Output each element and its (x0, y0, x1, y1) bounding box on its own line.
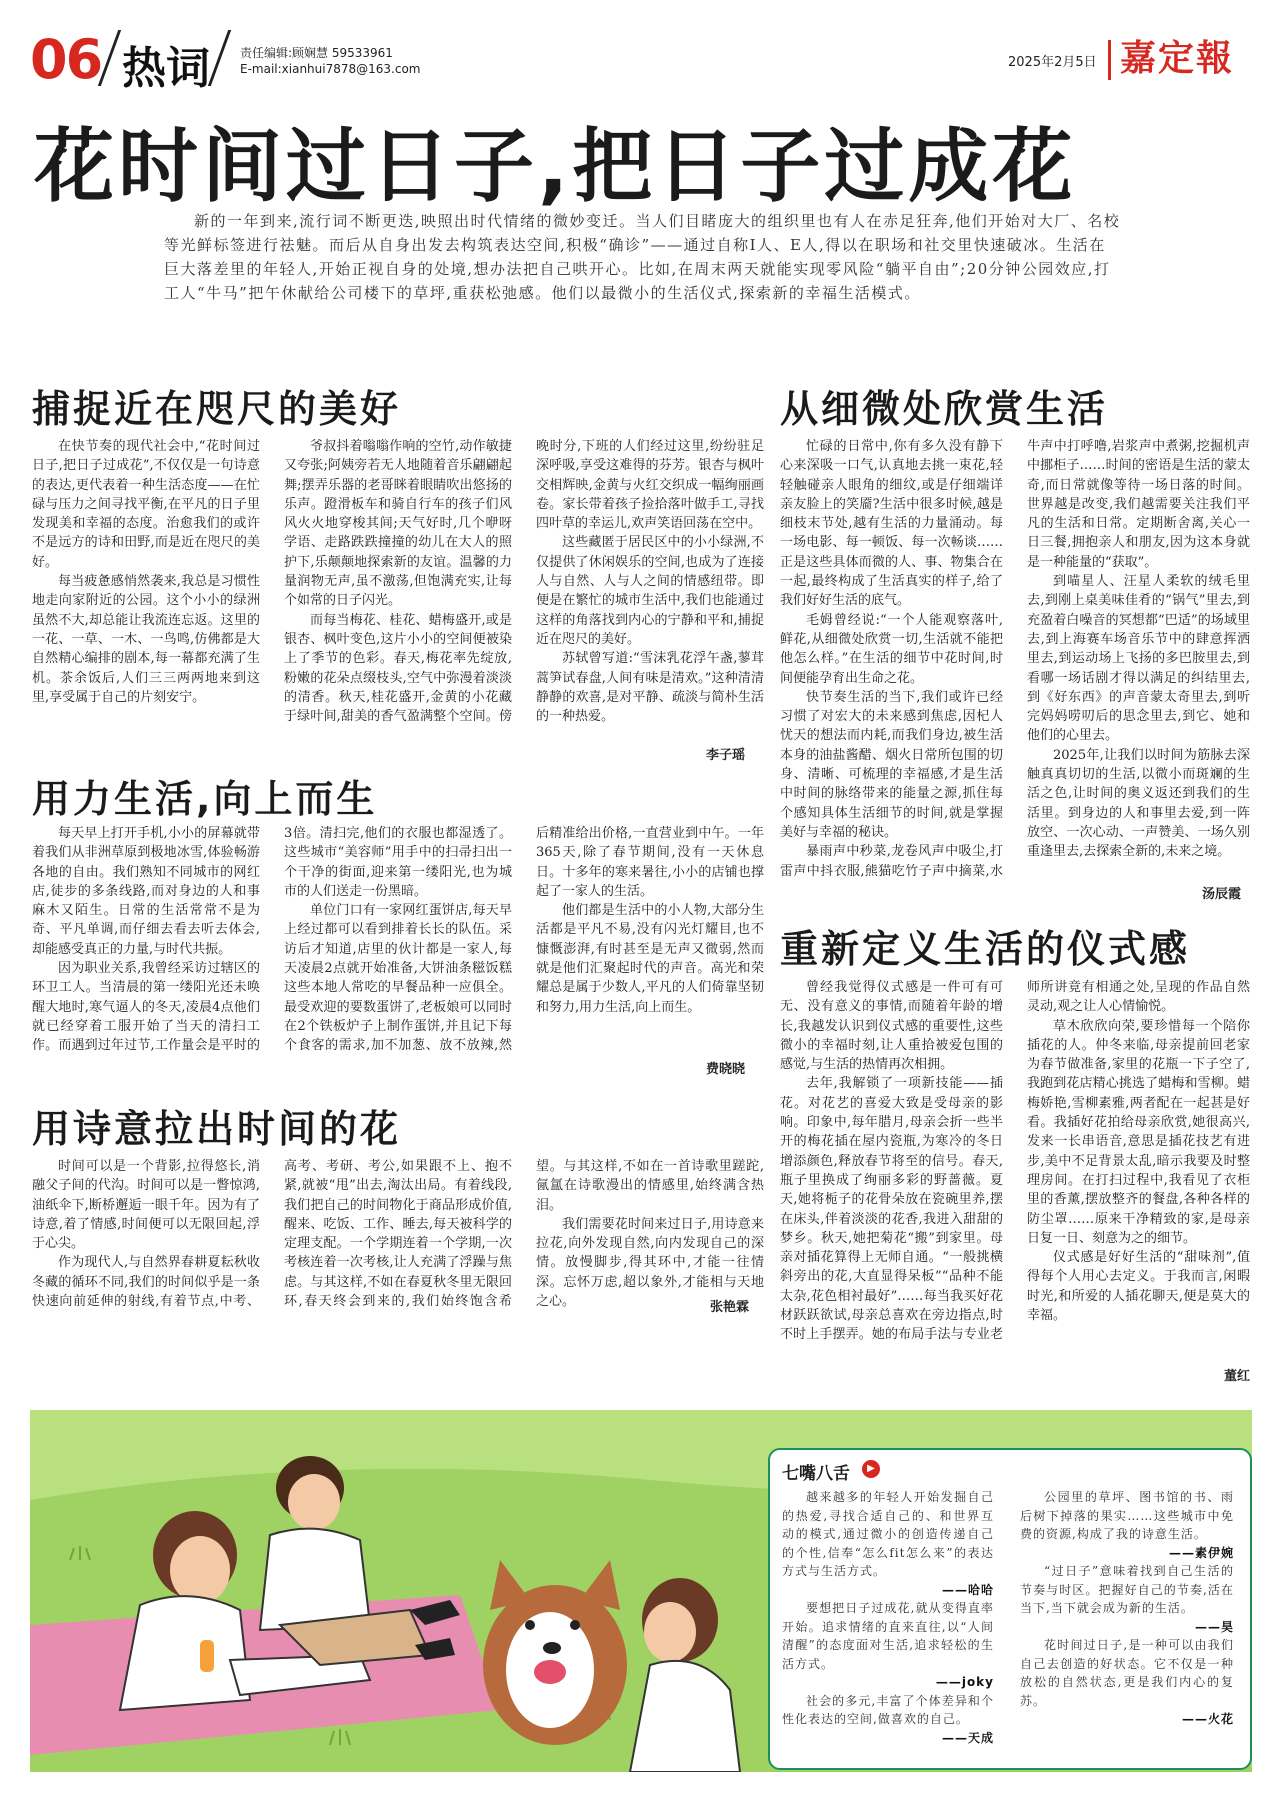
article-title: 重新定义生活的仪式感 (780, 927, 1191, 971)
section-name: 热词 (122, 43, 210, 94)
issue-date: 2025年2月5日 (1008, 55, 1097, 70)
article-body: 在快节奏的现代社会中,“花时间过日子,把日子过成花”,不仅仅是一句诗意的表达,更代表着一种生活态度——在忙碌与压力之间寻找平衡,在平凡的日子里发现美和幸福的态度。治愈我们的或许不是远方的诗和田野,而是近在咫尺的美好。 每当疲惫感悄然袭来,我总是习惯性地走向家附近的公园。这个小小的绿洲虽然不大,却总能让我流连忘返。这里的一花、一草、一木、一鸟鸣,仿佛都是大自然精心编排的剧本,每一幕都充满了生机。茶余饭后,人们三三两两地来到这里,享受属于自己的片刻安宁。 爷叔抖着嗡嗡作响的空竹,动作敏捷又夸张;阿姨旁若无人地随着音乐翩翩起舞;摆弄乐器的老哥眯着眼睛吹出悠扬的乐声。蹬滑板车和骑自行车的孩子们风风火火地穿梭其间;天气好时,几个咿呀学语、走路跌跌撞撞的幼儿在大人的照护下,乐颠颠地探索新的友谊。温馨的力量润物无声,虽不激荡,但饱满充实,让每个如常的日子闪光。 而每当梅花、桂花、蜡梅盛开,或是银杏、枫叶变色,这片小小的空间便被染上了季节的色彩。春天,梅花率先绽放,粉嫩的花朵点缀枝头,空气中弥漫着淡淡的清香。秋天,桂花盛开,金黄的小花藏于绿叶间,甜美的香气盈满整个空间。傍晚时分,下班的人们经过这里,纷纷驻足深呼吸,享受这难得的芬芳。银杏与枫叶交相辉映,金黄与火红交织成一幅绚丽画卷。家长带着孩子捡拾落叶做手工,寻找四叶草的幸运儿,欢声笑语回荡在空中。 这些藏匿于居民区中的小小绿洲,不仅提供了休闲娱乐的空间,也成为了连接人与自然、人与人之间的情感纽带。即便是在繁忙的城市生活中,我们也能通过这样的角落找到内心的宁静和平和,捕捉近在咫尺的美好。 苏轼曾写道:“雪沫乳花浮午盏,蓼茸蒿笋试春盘,人间有味是清欢。”这种清清静静的欢喜,是对平静、疏淡与简朴生活的一种热爱。 (32, 439, 764, 725)
article-author: 张艳霖 (710, 1300, 750, 1315)
quote-text: 社会的多元,丰富了个体差异和个性化表达的空间,做喜欢的自己。 (782, 1693, 994, 1726)
quote-text: 要想把日子过成花,就从变得直率开始。追求情绪的直来直往,以“人间清醒”的态度面对生活,追求轻松的生活方式。 (782, 1601, 994, 1671)
quote-author: ——素伊婉 (1168, 1545, 1234, 1560)
article-author: 汤辰霞 (1202, 887, 1242, 902)
play-icon: ▶ (862, 1460, 880, 1478)
article-author: 费晓晓 (706, 1062, 746, 1077)
quote-author: ——哈哈 (941, 1582, 994, 1597)
quote-text: 公园里的草坪、图书馆的书、雨后树下掉落的果实……这些城市中免费的资源,构成了我的诗意生活。 (1020, 1490, 1234, 1541)
page-headline: 花时间过日子,把日子过成花 (34, 120, 1077, 213)
quotes-column-right (1020, 1488, 1234, 1729)
page-number: 06 (30, 28, 102, 91)
article-body: 忙碌的日常中,你有多久没有静下心来深吸一口气,认真地去挑一束花,轻轻触碰亲人眼角的细纹,或是仔细端详亲友脸上的笑靥?生活中很多时候,越是细枝末节处,越有生活的力量涌动。每一场电影、每一顿饭、每一次畅谈……正是这些具体而微的人、事、物集合在一起,最终构成了生活真实的样子,给了我们好好生活的底气。 毛姆曾经说:“一个人能观察落叶,鲜花,从细微处欣赏一切,生活就不能把他怎么样。”在生活的细节中花时间,时间便能孕育出生命之花。 快节奏生活的当下,我们或许已经习惯了对宏大的未来感到焦虑,因杞人忧天的想法而内耗,而我们身边,被生活本身的油盐酱醋、烟火日常所包围的切身、清晰、可梳理的幸福感,才是生活中时间的脉络带来的能量之源,抓住每个感知具体生活细节的时间,就是掌握美好与幸福的秘诀。 暴雨声中秒菜,龙卷风声中吸尘,打雷声中抖衣服,熊猫吃竹子声中摘菜,水牛声中打呼噜,岩浆声中煮粥,挖掘机声中挪柜子……时间的密语是生活的蒙太奇,而日常就像等待一场日落的时间。世界越是改变,我们越需要关注我们平凡的生活和日常。定期断舍离,关心一日三餐,拥抱亲人和朋友,因为这本身就是一种能量的“获取”。 到喵星人、汪星人柔软的绒毛里去,到刚上桌美味佳肴的“锅气”里去,到充盈着白噪音的冥想都“巴适”的场域里去,到上海赛车场音乐节中的肆意挥洒里去,到运动场上飞扬的多巴胺里去,到看哪一场话剧才得以满足的纠结里去,到《好东西》的声音蒙太奇里去,到听完妈妈唠叨后的思念里去,到它、她和他们的心里去。 2025年,让我们以时间为筋脉去深触真真切切的生活,以微小而斑斓的生活之色,让时间的奥义返还到我们的生活里。到身边的人和事里去爱,到一阵放空、一次心动、一声赞美、一场久别重逢里去,去探索全新的,未来之境。 (780, 439, 1250, 879)
newspaper-logo: 嘉定報 (1120, 37, 1235, 79)
quotes-title: 七嘴八舌 (782, 1464, 850, 1484)
masthead-divider (208, 30, 231, 86)
intro-paragraph: 新的一年到来,流行词不断更迭,映照出时代情绪的微妙变迁。当人们目睹庞大的组织里也有人在赤足狂奔,他们开始对大厂、名校等光鲜标签进行祛魅。而后从自身出发去构筑表达空间,积极“确诊”——通过自称I人、E人,得以在职场和社交里快速破冰。生活在巨大落差里的年轻人,开始正视自身的处境,想办法把自己哄开心。比如,在周末两天就能实现零风险“躺平自由”;20分钟公园效应,打工人“牛马”把午休献给公司楼下的草坪,重获松弛感。他们以最微小的生活仪式,探索新的幸福生活模式。 (164, 212, 1121, 302)
article-body: 每天早上打开手机,小小的屏幕就带着我们从非洲草原到极地冰雪,体验畅游各地的自由。我们熟知不同城市的网红店,徒步的多条线路,而对身边的人和事麻木又陌生。日常的生活常常不是为奇、平凡单调,而仔细去看去听去体会,却能感受真正的力量,与时代共振。 因为职业关系,我曾经采访过辖区的环卫工人。当清晨的第一缕阳光还未唤醒大地时,寒气逼人的冬天,凌晨4点他们就已经穿着工服开始了当天的清扫工作。而遇到过年过节,工作量会是平时的3倍。清扫完,他们的衣服也都湿透了。这些城市“美容师”用手中的扫帚扫出一个干净的街面,迎来第一缕阳光,也为城市的人们送走一份黑暗。 单位门口有一家网红蛋饼店,每天早上经过都可以看到排着长长的队伍。采访后才知道,店里的伙计都是一家人,每天凌晨2点就开始准备,大饼油条糍饭糕这些本地人常吃的早餐品种一应俱全。最受欢迎的要数蛋饼了,老板娘可以同时在2个铁板炉子上制作蛋饼,并且记下每个食客的需求,加不加葱、放不放辣,然后精准给出价格,一直营业到中午。一年365天,除了春节期间,没有一天休息日。十多年的寒来暑往,小小的店铺也撑起了一家人的生活。 他们都是生活中的小人物,大部分生活都是平凡不易,没有闪光灯耀目,也不慷慨澎湃,有时甚至是无声又微弱,然而就是他们汇聚起时代的声音。高光和荣耀总是属于少数人,平凡的人们倚靠坚韧和努力,用力生活,向上而生。 (32, 826, 764, 1054)
quote-author: ——昊 (1194, 1619, 1234, 1634)
quote-text: 越来越多的年轻人开始发掘自己的热爱,寻找合适自己的、和世界互动的模式,通过微小的创造传递自己的个性,信奉“怎么fit怎么来”的表达方式与生活方式。 (782, 1490, 994, 1578)
article-author: 董红 (1224, 1369, 1251, 1384)
email-line: E-mail:xianhui7878@163.com (240, 62, 421, 76)
article-title: 用力生活,向上而生 (32, 777, 378, 821)
masthead-divider (98, 30, 121, 86)
quotes-column-left (782, 1488, 994, 1747)
logo-divider (1108, 40, 1111, 80)
article-body: 时间可以是一个背影,拉得悠长,消融父子间的代沟。时间可以是一瞥惊鸿,油纸伞下,断桥邂逅一眼千年。因为有了诗意,着了情感,时间便可以无限回起,浮于心尖。 作为现代人,与自然界春耕夏耘秋收冬藏的循环不同,我们的时间似乎是一条快速向前延伸的射线,有着节点,中考、高考、考研、考公,如果跟不上、抱不紧,就被“甩”出去,淘汰出局。有着线段,我们把自己的时间物化于商品形成价值,醒来、吃饭、工作、睡去,每天被科学的定理支配。一个学期连着一个学期,一次考核连着一次考核,让人充满了浮躁与焦虑。与其这样,不如在春夏秋冬里无限回环,春天终会到来的,我们始终饱含希望。与其这样,不如在一首诗歌里蹉跎,氤氲在诗歌漫出的情感里,始终满含热泪。 我们需要花时间来过日子,用诗意来拉花,向外发现自然,向内发现自己的深情。放慢脚步,得其环中,才能一往情深。忘怀万虑,超以象外,才能相与天地之心。 (32, 1159, 764, 1310)
quote-author: ——火花 (1181, 1712, 1234, 1726)
article-title: 用诗意拉出时间的花 (32, 1107, 402, 1151)
article-title: 从细微处欣赏生活 (780, 387, 1109, 431)
article-body: 曾经我觉得仪式感是一件可有可无、没有意义的事情,而随着年龄的增长,我越发认识到仪式感的重要性,这些微小的幸福时刻,让人重拾被爱包围的感觉,与生活的热情再次相拥。 去年,我解锁了一项新技能——插花。对花艺的喜爱大致是受母亲的影响。印象中,每年腊月,母亲会折一些半开的梅花插在屋内瓷瓶,为寒冷的冬日增添颜色,释放春节将至的信号。春天,瓶子里换成了绚丽多彩的野蔷薇。夏天,她将栀子的花骨朵放在瓷碗里养,摆在床头,伴着淡淡的花香,我进入甜甜的梦乡。秋天,她把菊花“搬”到家里。母亲对插花算得上无师自通。“一般挑横斜旁出的花,大直显得呆板”“品种不能太杂,花色相衬最好”……每当我买好花材跃跃欲试,母亲总喜欢在旁边指点,时不时上手摆弄。她的布局手法与专业老师所讲竟有相通之处,呈现的作品自然灵动,观之让人心情愉悦。 草木欣欣向荣,要珍惜每一个陪你插花的人。仲冬来临,母亲提前回老家为春节做准备,家里的花瓶一下子空了,我跑到花店精心挑选了蜡梅和雪柳。蜡梅娇艳,雪柳素雅,两者配在一起甚是好看。我插好花拍给母亲欣赏,她很高兴,发来一长串语音,意思是插花技艺有进步,美中不足背景太乱,暗示我要及时整理房间。在打扫过程中,我看见了衣柜里的香薰,摆放整齐的餐盘,各种各样的防尘罩……原来干净精致的家,是母亲日复一日、刻意为之的细节。 仪式感是好好生活的“甜味剂”,值得每个人用心去定义。于我而言,闲暇时光,和所爱的人插花聊天,便是莫大的幸福。 (780, 980, 1250, 1343)
quote-author: ——天成 (941, 1730, 994, 1745)
editor-line: 责任编辑:顾娴慧 59533961 (240, 46, 393, 60)
article-title: 捕捉近在咫尺的美好 (32, 387, 402, 431)
article-author: 李子瑶 (706, 748, 746, 763)
quote-author: ——joky (935, 1675, 994, 1689)
quote-text: 花时间过日子,是一种可以由我们自己去创造的好状态。它不仅是一种放松的自然状态,更是我们内心的复苏。 (1020, 1638, 1234, 1708)
quote-text: “过日子”意味着找到自己生活的节奏与时区。把握好自己的节奏,活在当下,当下就会成为新的生活。 (1020, 1564, 1234, 1615)
